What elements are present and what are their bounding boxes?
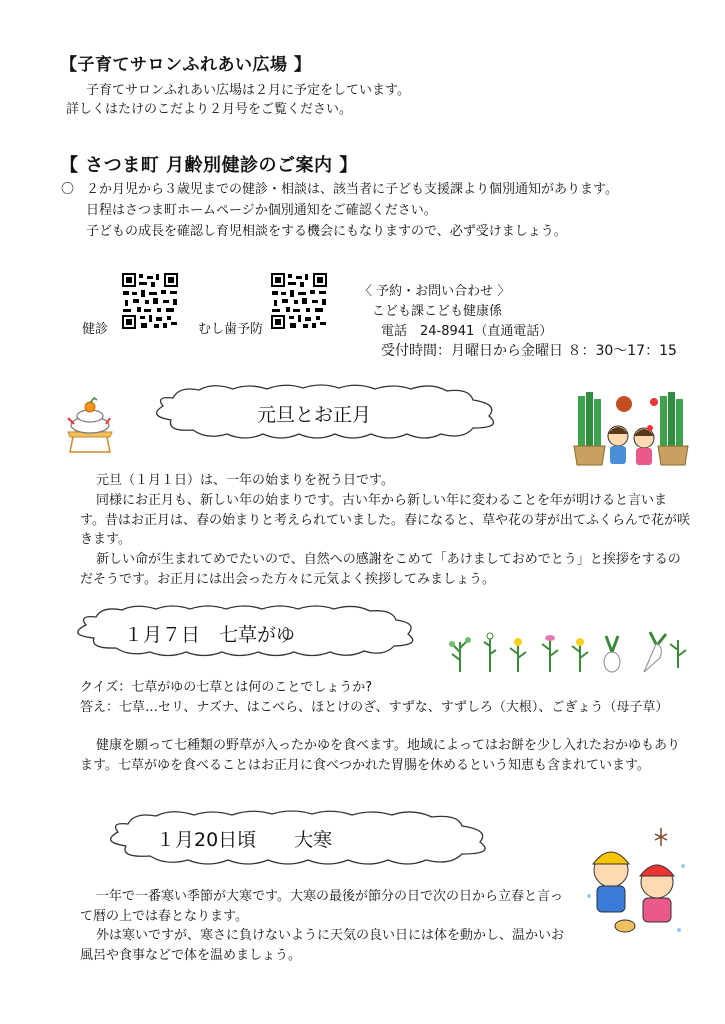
salon-heading: 【子育てサロンふれあい広場 】 [60,55,312,75]
salon-line-2: 詳しくはたけのこだより２月号をご覧ください。 [66,102,353,117]
checkup-bullet: 〇 [61,182,75,197]
seven-herbs-icon [446,628,692,676]
checkup-qr-code[interactable] [117,272,183,330]
nanakusa-title: １月７日 七草がゆ [124,624,296,646]
newyear-para-1: 元旦（１月１日）は、一年の始まりを祝う日です。 [96,473,394,488]
dental-qr-code[interactable] [266,272,332,330]
nanakusa-answer: 答え：七草…セリ、ナズナ、はこべら、ほとけのざ、すずな、すずしろ（大根）、ごぎょう（母子草） [80,700,669,715]
nanakusa-para-1: 健康を願って七種類の野草が入ったかゆを食べます。地域によってはお餅を少し入れたおかゆもあります。七草がゆを食べることはお正月に食べつかれた胃腸を休めるという知恵も含まれています。 [80,738,680,773]
kadomatsu-children-icon [572,390,692,468]
contact-phone: 電話 24-8941（直通電話） [381,324,553,339]
kagami-mochi-icon [60,394,120,456]
daikan-title: １月20日頃 大寒 [156,829,333,851]
contact-hours: 受付時間：月曜日から金曜日 ８：30～17：15 [381,343,677,359]
nanakusa-quiz: クイズ：七草がゆの七草とは何のことでしょうか? [80,680,373,695]
checkup-line-1: ２か月児から３歳児までの健診・相談は、該当者に子ども支援課より個別通知があります。 [86,182,618,197]
qr-label-dental: むし歯予防 [198,322,264,337]
newyear-para-2: 同様にお正月も、新しい年の始まりです。古い年から新しい年に変わることを年が明けると言います。昔はお正月は、春の始まりと考えられていました。春になると、草や花の芽が出てふくらんで花が咲きます。 [80,493,690,547]
qr-label-checkup: 健診 [82,322,109,337]
contact-dept: こども課こども健康係 [372,304,503,319]
checkup-heading: 【 さつま町 月齢別健診のご案内 】 [60,155,358,176]
contact-title: 〈 予約・お問い合わせ 〉 [359,284,511,299]
daikan-para-1: 一年で一番寒い季節が大寒です。大寒の最後が節分の日で次の日から立春と言って暦の上では春となります。 [80,889,563,924]
winter-children-icon [583,826,693,942]
newyear-para-3: 新しい命が生まれてめでたいので、自然への感謝をこめて「あけましておめでとう」と挨拶をするのだそうです。お正月には出会った方々に元気よく挨拶してみましょう。 [80,552,681,587]
checkup-line-3: 子どもの成長を確認し育児相談をする機会にもなりますので、必ず受けましょう。 [86,224,567,239]
daikan-para-2: 外は寒いですが、寒さに負けないように天気の良い日には体を動かし、温かいお風呂や食事などで体を温めましょう。 [80,928,565,963]
newyear-title: 元旦とお正月 [257,404,372,426]
checkup-line-2: 日程はさつま町ホームページか個別通知をご確認ください。 [86,203,437,218]
salon-line-1: 子育てサロンふれあい広場は２月に予定をしています。 [86,83,410,98]
